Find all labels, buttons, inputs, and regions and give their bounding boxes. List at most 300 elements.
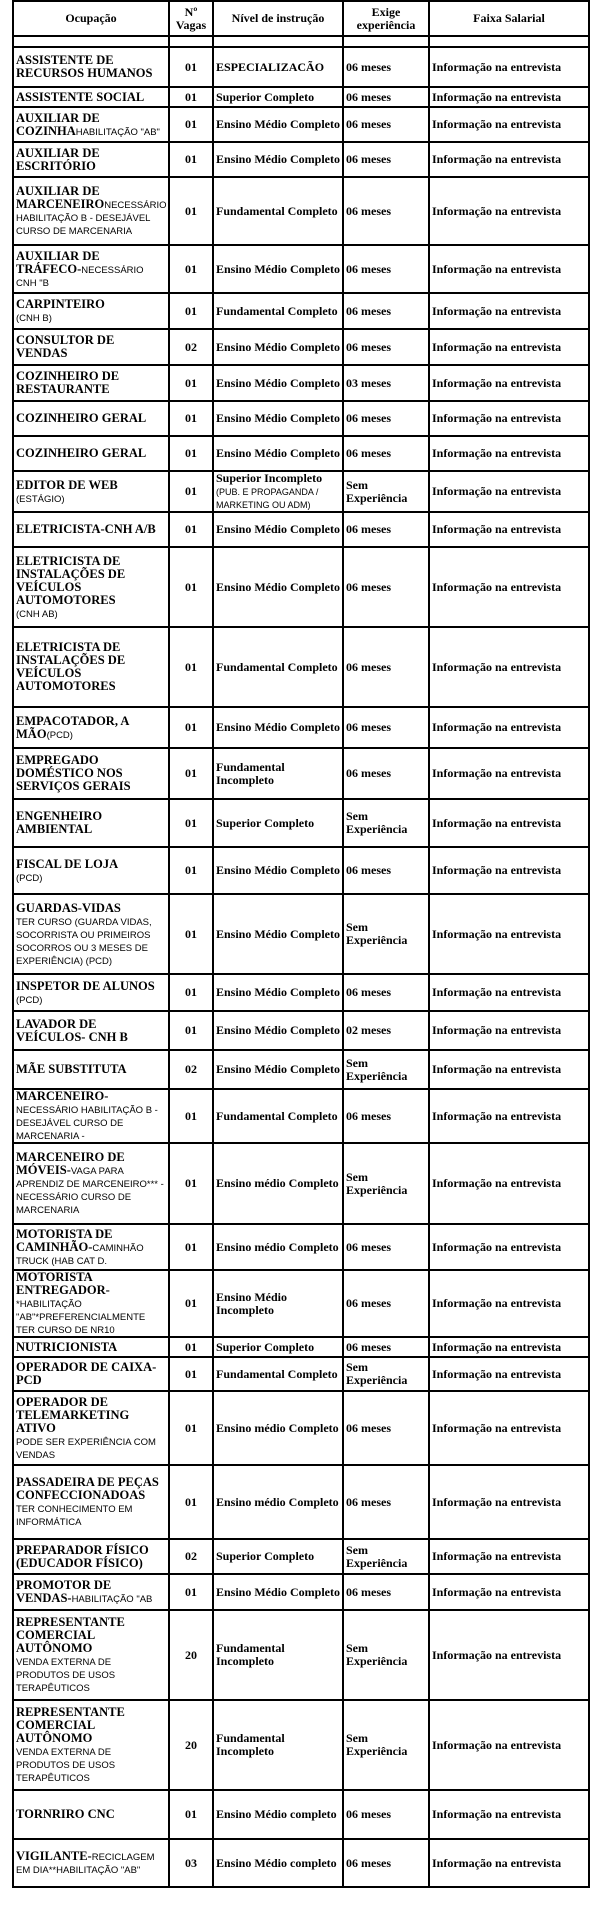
vacancies-cell: 01 [169, 142, 213, 177]
table-row [13, 627, 589, 707]
occupation-cell [13, 1270, 169, 1337]
occupation-cell [13, 401, 169, 436]
table-row [13, 512, 589, 547]
education-cell [213, 1050, 343, 1089]
education-cell [213, 627, 343, 707]
occupation-cell [13, 707, 169, 748]
occupation-title: EMPREGADO DOMÉSTICO NOS SERVIÇOS GERAIS [16, 753, 131, 793]
vacancies-cell: 01 [169, 627, 213, 707]
table-row [13, 894, 589, 974]
table-row [13, 974, 589, 1011]
table-row [13, 1839, 589, 1887]
occupation-cell [13, 1610, 169, 1700]
vacancies-cell: 01 [169, 1391, 213, 1465]
occupation-cell [13, 1357, 169, 1391]
education-level: Ensino Médio Completo [216, 375, 341, 390]
occupation-cell [13, 471, 169, 512]
education-level: Ensino Médio Completo [216, 720, 341, 734]
education-level: Ensino Médio Completo [216, 339, 341, 354]
occupation-cell [13, 847, 169, 894]
occupation-note: (PCD) [46, 729, 73, 741]
occupation-cell [13, 47, 169, 87]
occupation-note: (ESTÁGIO) [16, 493, 65, 505]
experience-cell: 06 meses [343, 627, 429, 707]
header-experience: Exige experiência [343, 1, 429, 36]
education-level: Superior Completo [216, 89, 315, 104]
salary-cell: Informação na entrevista [429, 329, 589, 365]
occupation-cell [13, 974, 169, 1011]
occupation-cell [13, 107, 169, 142]
education-cell [213, 401, 343, 436]
table-row [13, 1224, 589, 1270]
salary-cell: Informação na entrevista [429, 1465, 589, 1539]
occupation-note: TER CURSO (GUARDA VIDAS, SOCORRISTA OU PRIMEIROS SOCORROS OU 3 MESES DE EXPERIÊNCIA) (PCD) [16, 916, 152, 967]
vacancies-cell: 01 [169, 1224, 213, 1270]
education-level: Fundamental Completo [216, 659, 338, 674]
occupation-title: FISCAL DE LOJA [16, 856, 119, 871]
vacancies-cell: 01 [169, 1337, 213, 1357]
occupation-cell [13, 1089, 169, 1143]
occupation-note: VENDA EXTERNA DE PRODUTOS DE USOS TERAPÊUTICOS [16, 1747, 116, 1784]
table-row [13, 329, 589, 365]
salary-cell: Informação na entrevista [429, 1224, 589, 1270]
occupation-title: ASSISTENTE DE RECURSOS HUMANOS [16, 53, 153, 80]
salary-cell: Informação na entrevista [429, 107, 589, 142]
education-level: Ensino Médio Completo [216, 1584, 341, 1599]
vacancies-cell: 01 [169, 847, 213, 894]
salary-cell: Informação na entrevista [429, 245, 589, 293]
occupation-cell [13, 512, 169, 547]
occupation-cell [13, 177, 169, 245]
table-row [13, 87, 589, 107]
occupation-title: ELETRICISTA DE INSTALAÇÕES DE VEÍCULOS AUTOMOTORES [16, 553, 126, 607]
occupation-cell [13, 329, 169, 365]
experience-cell: Sem Experiência [343, 471, 429, 512]
education-level: Fundamental Completo [216, 1366, 338, 1381]
occupation-cell [13, 1391, 169, 1465]
education-cell [213, 1839, 343, 1887]
occupation-title: ELETRICISTA DE INSTALAÇÕES DE VEÍCULOS AUTOMOTORES [16, 640, 126, 693]
occupation-title: AUXILIAR DE TRÁFECO- [16, 248, 100, 276]
experience-cell: Sem Experiência [343, 1357, 429, 1391]
education-cell [213, 436, 343, 471]
salary-cell: Informação na entrevista [429, 1357, 589, 1391]
vacancies-cell: 01 [169, 1270, 213, 1337]
experience-cell: Sem Experiência [343, 1539, 429, 1574]
salary-cell: Informação na entrevista [429, 1391, 589, 1465]
salary-cell: Informação na entrevista [429, 1839, 589, 1887]
vacancies-cell: 01 [169, 512, 213, 547]
experience-cell: 06 meses [343, 401, 429, 436]
salary-cell: Informação na entrevista [429, 1700, 589, 1790]
occupation-title: ENGENHEIRO AMBIENTAL [16, 809, 103, 836]
experience-cell: 06 meses [343, 47, 429, 87]
salary-cell: Informação na entrevista [429, 87, 589, 107]
experience-cell: 06 meses [343, 748, 429, 799]
occupation-cell [13, 1143, 169, 1224]
occupation-note: VENDA EXTERNA DE PRODUTOS DE USOS TERAPÊUTICOS [16, 1657, 116, 1694]
experience-cell: 06 meses [343, 974, 429, 1011]
vacancies-cell: 20 [169, 1700, 213, 1790]
table-row [13, 1790, 589, 1839]
occupation-title: COZINHEIRO DE RESTAURANTE [16, 369, 120, 396]
education-level: Ensino Médio Completo [216, 1062, 341, 1076]
occupation-cell [13, 1574, 169, 1610]
education-level: Superior Completo [216, 1549, 315, 1563]
experience-cell: 06 meses [343, 1790, 429, 1839]
salary-cell: Informação na entrevista [429, 512, 589, 547]
occupation-note: PODE SER EXPERIÊNCIA COM VENDAS [16, 1436, 156, 1461]
occupation-cell [13, 245, 169, 293]
header-vacancies: Nº Vagas [169, 1, 213, 36]
education-cell [213, 142, 343, 177]
table-row [13, 1270, 589, 1337]
table-row [13, 707, 589, 748]
table-row [13, 799, 589, 847]
experience-cell: Sem Experiência [343, 1143, 429, 1224]
experience-cell: Sem Experiência [343, 1610, 429, 1700]
occupation-title: INSPETOR DE ALUNOS [16, 978, 155, 993]
salary-cell: Informação na entrevista [429, 1050, 589, 1089]
occupation-note: (PCD) [16, 872, 43, 884]
occupation-cell [13, 1011, 169, 1050]
vacancies-cell: 01 [169, 177, 213, 245]
education-cell [213, 512, 343, 547]
education-level: Fundamental Incompleto [216, 759, 285, 787]
table-row [13, 1011, 589, 1050]
occupation-note: CAMINHÃO TRUCK (HAB CAT D. [16, 1242, 144, 1267]
experience-cell: 06 meses [343, 1391, 429, 1465]
education-cell [213, 1465, 343, 1539]
experience-cell: 03 meses [343, 365, 429, 401]
occupation-cell [13, 1790, 169, 1839]
occupation-cell [13, 627, 169, 707]
vacancies-cell: 01 [169, 799, 213, 847]
occupation-note: RECICLAGEM EM DIA**HABILITAÇÃO "AB" [16, 1852, 155, 1876]
education-cell [213, 1539, 343, 1574]
table-row [13, 245, 589, 293]
education-cell [213, 1011, 343, 1050]
education-level: Superior Completo [216, 1339, 315, 1354]
blank-cell [169, 36, 213, 47]
salary-cell: Informação na entrevista [429, 1790, 589, 1839]
table-row [13, 847, 589, 894]
table-row [13, 1700, 589, 1790]
education-cell [213, 107, 343, 142]
vacancies-cell: 01 [169, 293, 213, 329]
experience-cell: 06 meses [343, 1574, 429, 1610]
education-level: Ensino Médio Completo [216, 926, 341, 941]
occupation-title: EDITOR DE WEB [16, 477, 118, 492]
vacancies-cell: 02 [169, 329, 213, 365]
vacancies-cell: 01 [169, 107, 213, 142]
vacancies-cell: 01 [169, 1011, 213, 1050]
salary-cell: Informação na entrevista [429, 1337, 589, 1357]
occupation-title: COZINHEIRO GERAL [16, 411, 147, 425]
education-level: Ensino Médio Completo [216, 152, 341, 166]
education-level: Fundamental Completo [216, 203, 338, 218]
table-row [13, 1337, 589, 1357]
education-cell [213, 1143, 343, 1224]
occupation-title: MÃE SUBSTITUTA [16, 1062, 127, 1076]
vacancies-cell: 01 [169, 1143, 213, 1224]
table-row [13, 177, 589, 245]
education-cell [213, 1610, 343, 1700]
occupation-note: VAGA PARA APRENDIZ DE MARCENEIRO*** - NECESSÁRIO CURSO DE MARCENARIA [16, 1166, 164, 1216]
table-row [13, 1357, 589, 1391]
education-level: Ensino Médio Incompleto [216, 1289, 288, 1317]
education-cell [213, 329, 343, 365]
education-cell [213, 87, 343, 107]
salary-cell: Informação na entrevista [429, 547, 589, 627]
occupation-cell [13, 547, 169, 627]
education-note: (PUB. E PROPAGANDA / MARKETING OU ADM) [216, 487, 319, 510]
salary-cell: Informação na entrevista [429, 1574, 589, 1610]
vacancies-cell: 01 [169, 1574, 213, 1610]
education-level: Ensino Médio Completo [216, 863, 341, 877]
vacancies-cell: 01 [169, 974, 213, 1011]
education-cell [213, 1700, 343, 1790]
vacancies-cell: 01 [169, 1089, 213, 1143]
occupation-cell [13, 87, 169, 107]
experience-cell: 06 meses [343, 512, 429, 547]
table-row [13, 1610, 589, 1700]
education-cell [213, 1337, 343, 1357]
occupation-title: ELETRICISTA-CNH A/B [16, 522, 156, 536]
experience-cell: 06 meses [343, 177, 429, 245]
vacancies-cell: 20 [169, 1610, 213, 1700]
occupation-title: AUXILIAR DE MARCENEIRO [16, 184, 105, 211]
education-cell [213, 1574, 343, 1610]
occupation-title: TORNRIRO CNC [16, 1807, 115, 1821]
vacancies-cell: 01 [169, 1357, 213, 1391]
salary-cell: Informação na entrevista [429, 1143, 589, 1224]
table-row [13, 1574, 589, 1610]
occupation-cell [13, 1050, 169, 1089]
table-row [13, 365, 589, 401]
experience-cell: 06 meses [343, 1337, 429, 1357]
occupation-title: OPERADOR DE TELEMARKETING ATIVO [16, 1394, 130, 1435]
experience-cell: 06 meses [343, 87, 429, 107]
vacancies-cell: 01 [169, 707, 213, 748]
experience-cell: 06 meses [343, 847, 429, 894]
occupation-title: MARCENEIRO- [16, 1089, 109, 1103]
education-level: Ensino médio Completo [216, 1239, 339, 1254]
experience-cell: 06 meses [343, 293, 429, 329]
education-level: Ensino Médio Completo [216, 117, 341, 131]
experience-cell: 06 meses [343, 142, 429, 177]
vacancies-cell: 02 [169, 1050, 213, 1089]
experience-cell: 06 meses [343, 107, 429, 142]
education-cell [213, 547, 343, 627]
salary-cell: Informação na entrevista [429, 142, 589, 177]
salary-cell: Informação na entrevista [429, 799, 589, 847]
occupation-cell [13, 1839, 169, 1887]
vacancies-cell: 01 [169, 547, 213, 627]
salary-cell: Informação na entrevista [429, 365, 589, 401]
education-cell [213, 1357, 343, 1391]
occupation-note: NECESSÁRIO HABILITAÇÃO B - DESEJÁVEL CURSO DE MARCENARIA - [16, 1105, 158, 1142]
occupation-note: (PCD) [16, 994, 43, 1006]
education-cell [213, 1790, 343, 1839]
education-level: Ensino Médio Completo [216, 1023, 341, 1037]
occupation-title: GUARDAS-VIDAS [16, 900, 121, 915]
education-level: Fundamental Incompleto [216, 1731, 285, 1758]
table-row [13, 293, 589, 329]
occupation-title: CARPINTEIRO [16, 297, 105, 311]
occupation-cell [13, 1465, 169, 1539]
blank-cell [213, 36, 343, 47]
occupation-note: HABILITAÇÃO "AB" [75, 126, 160, 138]
salary-cell: Informação na entrevista [429, 974, 589, 1011]
occupation-title: REPRESENTANTE COMERCIAL AUTÔNOMO [16, 1615, 125, 1655]
education-level: Superior Completo [216, 815, 315, 830]
table-row [13, 1143, 589, 1224]
education-cell [213, 365, 343, 401]
experience-cell: Sem Experiência [343, 799, 429, 847]
education-level: Ensino médio Completo [216, 1494, 339, 1509]
occupation-title: EMPACOTADOR, A MÃO [16, 713, 129, 741]
table-row [13, 748, 589, 799]
education-level: Superior Incompleto [216, 471, 323, 485]
experience-cell: 06 meses [343, 547, 429, 627]
vacancies-cell: 03 [169, 1839, 213, 1887]
education-cell [213, 471, 343, 512]
education-cell [213, 293, 343, 329]
occupation-cell [13, 365, 169, 401]
education-level: Ensino Médio Completo [216, 261, 341, 276]
experience-cell: 06 meses [343, 436, 429, 471]
vacancies-cell: 01 [169, 401, 213, 436]
salary-cell: Informação na entrevista [429, 627, 589, 707]
occupation-title: PASSADEIRA DE PEÇAS CONFECCIONADOAS [16, 1475, 159, 1502]
occupation-title: AUXILIAR DE COZINHA [16, 110, 100, 138]
education-cell [213, 1089, 343, 1143]
occupation-cell [13, 748, 169, 799]
occupation-cell [13, 142, 169, 177]
education-cell [213, 245, 343, 293]
salary-cell: Informação na entrevista [429, 748, 589, 799]
education-level: Ensino Médio completo [216, 1855, 337, 1870]
vacancies-cell: 01 [169, 1790, 213, 1839]
vacancies-cell: 01 [169, 436, 213, 471]
experience-cell: Sem Experiência [343, 1050, 429, 1089]
salary-cell: Informação na entrevista [429, 436, 589, 471]
salary-cell: Informação na entrevista [429, 894, 589, 974]
vacancies-cell: 01 [169, 471, 213, 512]
education-cell [213, 707, 343, 748]
occupation-note: (CNH AB) [16, 608, 58, 620]
salary-cell: Informação na entrevista [429, 1610, 589, 1700]
education-level: Ensino Médio Completo [216, 522, 341, 536]
education-level: ESPECIALIZACÃO [216, 59, 325, 74]
occupation-cell [13, 436, 169, 471]
header-row [13, 1, 589, 36]
table-row [13, 142, 589, 177]
vacancies-cell: 01 [169, 365, 213, 401]
occupation-note: *HABILITAÇÃO "AB"*PREFERENCIALMENTE TER CURSO DE NR10 [16, 1299, 146, 1336]
occupation-title: REPRESENTANTE COMERCIAL AUTÔNOMO [16, 1705, 125, 1745]
experience-cell: 06 meses [343, 329, 429, 365]
table-row [13, 1539, 589, 1574]
occupation-title: PROMOTOR DE VENDAS- [16, 1578, 112, 1605]
vacancies-cell: 01 [169, 245, 213, 293]
job-listings-table [12, 0, 590, 1888]
occupation-cell [13, 894, 169, 974]
occupation-cell [13, 1700, 169, 1790]
vacancies-cell: 01 [169, 894, 213, 974]
salary-cell: Informação na entrevista [429, 471, 589, 512]
education-cell [213, 799, 343, 847]
vacancies-cell: 02 [169, 1539, 213, 1574]
education-cell [213, 974, 343, 1011]
education-cell [213, 1391, 343, 1465]
vacancies-cell: 01 [169, 87, 213, 107]
table-body [13, 36, 589, 1887]
salary-cell: Informação na entrevista [429, 847, 589, 894]
salary-cell: Informação na entrevista [429, 1270, 589, 1337]
education-level: Fundamental Completo [216, 303, 338, 318]
header-salary: Faixa Salarial [429, 1, 589, 36]
salary-cell: Informação na entrevista [429, 47, 589, 87]
blank-row [13, 36, 589, 47]
salary-cell: Informação na entrevista [429, 293, 589, 329]
table-row [13, 107, 589, 142]
occupation-title: LAVADOR DE VEÍCULOS- CNH B [16, 1016, 128, 1044]
occupation-title: PREPARADOR FÍSICO (EDUCADOR FÍSICO) [16, 1542, 149, 1570]
occupation-title: COZINHEIRO GERAL [16, 446, 147, 460]
education-level: Ensino Médio completo [216, 1807, 337, 1821]
education-level: Fundamental Incompleto [216, 1641, 285, 1668]
header-education: Nível de instrução [213, 1, 343, 36]
table-row [13, 47, 589, 87]
table-header [13, 1, 589, 36]
experience-cell: 06 meses [343, 1270, 429, 1337]
experience-cell: 06 meses [343, 1224, 429, 1270]
salary-cell: Informação na entrevista [429, 1539, 589, 1574]
table-row [13, 1089, 589, 1143]
occupation-cell [13, 1224, 169, 1270]
experience-cell: 06 meses [343, 1839, 429, 1887]
occupation-title: VIGILANTE- [16, 1849, 92, 1863]
experience-cell: Sem Experiência [343, 894, 429, 974]
blank-cell [429, 36, 589, 47]
education-level: Ensino Médio Completo [216, 446, 341, 460]
table-row [13, 436, 589, 471]
education-cell [213, 1270, 343, 1337]
vacancies-cell: 01 [169, 1465, 213, 1539]
experience-cell: Sem Experiência [343, 1700, 429, 1790]
salary-cell: Informação na entrevista [429, 1089, 589, 1143]
occupation-cell [13, 1539, 169, 1574]
table-row [13, 1050, 589, 1089]
salary-cell: Informação na entrevista [429, 177, 589, 245]
education-cell [213, 47, 343, 87]
education-level: Ensino médio Completo [216, 1420, 339, 1435]
salary-cell: Informação na entrevista [429, 707, 589, 748]
education-cell [213, 177, 343, 245]
education-cell [213, 1224, 343, 1270]
occupation-title: MOTORISTA ENTREGADOR- [16, 1270, 110, 1297]
occupation-title: OPERADOR DE CAIXA- PCD [16, 1360, 157, 1387]
education-cell [213, 748, 343, 799]
occupation-note: (CNH B) [16, 313, 52, 324]
table-row [13, 1465, 589, 1539]
salary-cell: Informação na entrevista [429, 401, 589, 436]
occupation-title: NUTRICIONISTA [16, 1339, 118, 1354]
vacancies-cell: 01 [169, 47, 213, 87]
table-row [13, 1391, 589, 1465]
